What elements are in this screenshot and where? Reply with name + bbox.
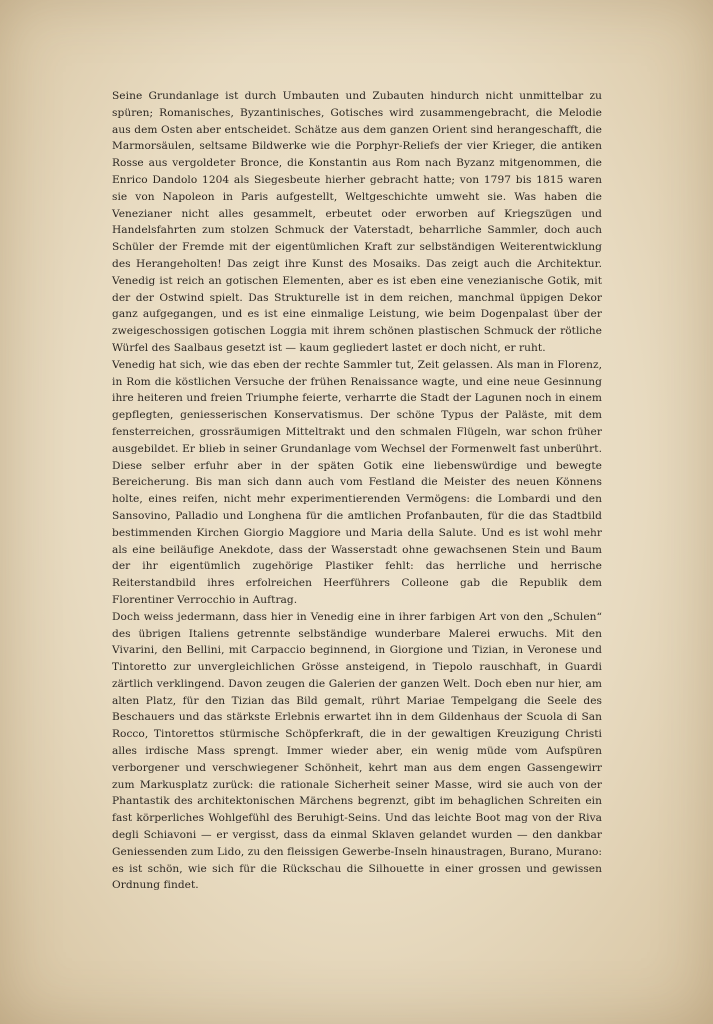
- paragraph-3: Doch weiss jedermann, dass hier in Venedig eine in ihrer farbigen Art von den „Schulen“ des übrigen Italiens getrennte selbständige wunderbare Malerei erwuchs. Mit den Vivarini, den Bellini, mit Carpaccio beginnend, in Giorgione und Tizian, in Veronese und Tintoretto zur unvergleichlichen Grösse ansteigend, in Tiepolo rauschhaft, in Guardi zärtlich verklingend. Davon zeugen die Galerien der ganzen Welt. Doch eben nur hier, am alten Platz, für den Tizian das Bild gemalt, rührt Mariae Tempelgang die Seele des Beschauers und das stärkste Erlebnis erwartet ihn in dem Gildenhaus der Scuola di San Rocco, Tintorettos stürmische Schöpferkraft, die in der gewaltigen Kreuzigung Christi alles irdische Mass sprengt. Immer wieder aber, ein wenig müde vom Aufspüren verborgener und verschwiegener Schönheit, kehrt man aus dem engen Gassengewirr zum Markusplatz zurück: die rationale Sicherheit seiner Masse, wird sie auch von der Phantastik des architektonischen Märchens begrenzt, gibt im behaglichen Schreiten ein fast körperliches Wohlgefühl des Beruhigt-Seins. Und das leichte Boot mag von der Riva degli Schiavoni — er vergisst, dass da einmal Sklaven gelandet wurden — den dankbar Geniessenden zum Lido, zu den fleissigen Gewerbe-Inseln hinaustragen, Burano, Murano: es ist schön, wie sich für die Rückschau die Silhouette in einer grossen und gewissen Ordnung findet.: [112, 610, 602, 892]
- body-text: [112, 88, 602, 894]
- paragraph-2: Venedig hat sich, wie das eben der rechte Sammler tut, Zeit gelassen. Als man in Florenz, in Rom die köstlichen Versuche der frühen Renaissance wagte, und eine neue Gesinnung ihre heiteren und freien Triumphe feierte, verharrte die Stadt der Lagunen noch in einem gepflegten, geniesserischen Konservatismus. Der schöne Typus der Paläste, mit dem fensterreichen, grossräumigen Mitteltrakt und den schmalen Flügeln, war schon früher ausgebildet. Er blieb in seiner Grundanlage vom Wechsel der Formenwelt fast unberührt. Diese selber erfuhr aber in der späten Gotik eine liebenswürdige und bewegte Bereicherung. Bis man sich dann auch vom Festland die Meister des neuen Könnens holte, eines reifen, nicht mehr experimentierenden Vermögens: die Lombardi und den Sansovino, Palladio und Longhena für die amtlichen Profanbauten, für die das Stadtbild bestimmenden Kirchen Giorgio Maggiore und Maria della Salute. Und es ist wohl mehr als eine beiläufige Anekdote, dass der Wasserstadt ohne gewachsenen Stein und Baum der ihr eigentümlich zugehörige Plastiker fehlt: das herrliche und herrische Reiterstandbild ihres erfolreichen Heerführers Colleone gab die Republik dem Florentiner Verrocchio in Auftrag.: [112, 358, 602, 606]
- paragraph-1: Seine Grundanlage ist durch Umbauten und Zubauten hindurch nicht unmittelbar zu spüren; Romanisches, Byzantinisches, Gotisches wird zusammengebracht, die Melodie aus dem Osten aber entscheidet. Schätze aus dem ganzen Orient sind herangeschafft, die Marmorsäulen, seltsame Bildwerke wie die Porphyr-Reliefs der vier Krieger, die antiken Rosse aus vergoldeter Bronce, die Konstantin aus Rom nach Byzanz mitgenommen, die Enrico Dandolo 1204 als Siegesbeute hierher gebracht hatte; von 1797 bis 1815 waren sie von Napoleon in Paris aufgestellt, Weltgeschichte umweht sie. Was haben die Venezianer nicht alles gesammelt, erbeutet oder erworben auf Kriegszügen und Handelsfahrten zum stolzen Schmuck der Vaterstadt, beharrliche Sammler, doch auch Schüler der Fremde mit der eigentümlichen Kraft zur selbständigen Weiterentwicklung des Herangeholten! Das zeigt ihre Kunst des Mosaiks. Das zeigt auch die Architektur. Venedig ist reich an gotischen Elementen, aber es ist eben eine venezianische Gotik, mit der der Ostwind spielt. Das Strukturelle ist in dem reichen, manchmal üppigen Dekor ganz aufgegangen, und es ist eine einmalige Leistung, wie beim Dogenpalast über der zweigeschossigen gotischen Loggia mit ihrem schönen plastischen Schmuck der rötliche Würfel des Saalbaus gesetzt ist — kaum gegliedert lastet er doch nicht, er ruht.: [112, 90, 602, 354]
